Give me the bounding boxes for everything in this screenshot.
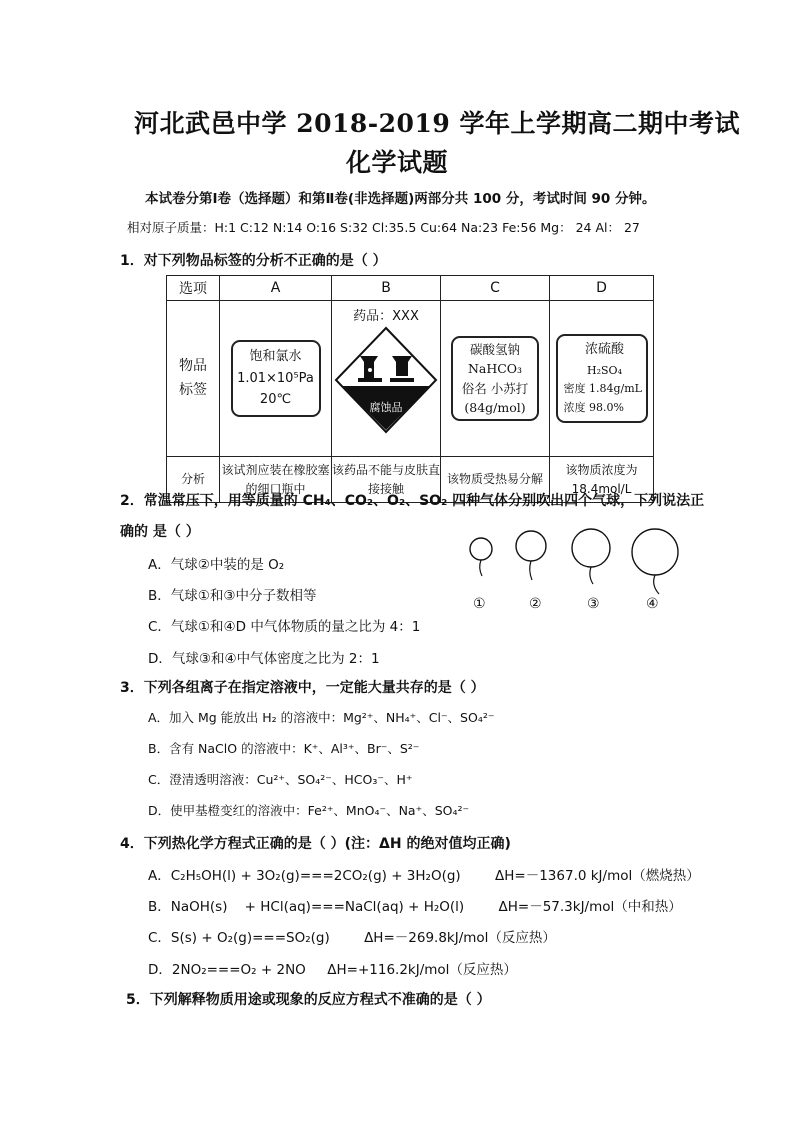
label-cell-d <box>550 301 654 457</box>
question-2-stem-2: 确的 是（ ） <box>120 524 200 540</box>
question-4-option-b: B．NaOH(s) + HCl(aq)===NaCl(aq) + H₂O(l) ΔH=－57.3kJ/mol（中和热） <box>148 899 682 915</box>
question-4-stem: 4．下列热化学方程式正确的是（ ）(注：ΔH 的绝对值均正确) <box>120 836 511 852</box>
balloon-label-2: ② <box>529 596 542 612</box>
row-label-analysis: 分析 <box>167 457 220 503</box>
label-d-line-2: H₂SO₄ <box>587 363 622 377</box>
exam-intro: 本试卷分第Ⅰ卷（选择题）和第Ⅱ卷(非选择题)两部分共 100 分，考试时间 90 分钟。 <box>145 191 656 207</box>
label-table <box>166 275 654 503</box>
table-header-c: C <box>441 276 550 301</box>
row-label-item: 物品 标签 <box>167 301 220 457</box>
balloon-4 <box>632 529 678 575</box>
question-3-stem: 3．下列各组离子在指定溶液中，一定能大量共存的是（ ） <box>120 680 485 696</box>
label-b-hazard-text: 腐蚀品 <box>369 401 403 414</box>
balloon-2 <box>516 531 546 561</box>
label-c-line-4: (84g/mol) <box>464 399 526 415</box>
balloon-label-3: ③ <box>587 596 600 612</box>
label-a-line-1: 饱和氯水 <box>249 349 302 365</box>
label-d-box <box>556 334 648 422</box>
question-2-option-b: B．气球①和③中分子数相等 <box>148 588 317 604</box>
table-header-option: 选项 <box>167 276 220 301</box>
balloon-3 <box>572 529 610 567</box>
label-cell-c <box>441 301 550 457</box>
corrosive-hazard-icon <box>334 326 438 434</box>
analysis-d: 该物质浓度为18.4mol/L <box>550 457 654 503</box>
label-c-line-1: 碳酸氢钠 <box>469 341 520 357</box>
label-a-line-3: 20℃ <box>259 392 292 408</box>
label-d-line-4: 浓度 98.0% <box>563 400 624 414</box>
question-2-option-a: A．气球②中装的是 O₂ <box>148 557 285 573</box>
label-cell-b <box>332 301 441 457</box>
label-a-box <box>231 340 321 416</box>
label-a-line-2: 1.01×10⁵Pa <box>237 370 314 386</box>
label-c-box <box>451 336 539 422</box>
question-2-option-d: D．气球③和④中气体密度之比为 2：1 <box>148 651 380 667</box>
label-c-line-2: NaHCO₃ <box>467 361 523 377</box>
question-2-option-c: C．气球①和④D 中气体物质的量之比为 4：1 <box>148 619 421 635</box>
label-b-drug-name: 药品：XXX <box>353 309 419 324</box>
question-5-stem: 5．下列解释物质用途或现象的反应方程式不准确的是（ ） <box>126 992 491 1008</box>
table-header-d: D <box>550 276 654 301</box>
question-1-stem: 1．对下列物品标签的分析不正确的是（ ） <box>120 253 387 269</box>
label-cell-a <box>220 301 332 457</box>
balloon-label-4: ④ <box>646 596 659 612</box>
question-4-option-a: A．C₂H₅OH(l) + 3O₂(g)===2CO₂(g) + 3H₂O(g) ΔH=－1367.0 kJ/mol（燃烧热） <box>148 868 700 884</box>
question-4-option-d: D．2NO₂===O₂ + 2NO ΔH=+116.2kJ/mol（反应热） <box>148 962 517 978</box>
label-d-line-3: 密度 1.84g/mL <box>563 382 642 396</box>
analysis-b: 该药品不能与皮肤直接接触 <box>332 457 441 503</box>
analysis-c: 该物质受热易分解 <box>441 457 550 503</box>
label-c-line-3: 俗名 小苏打 <box>461 380 529 396</box>
table-header-b: B <box>332 276 441 301</box>
question-2-stem: 2．常温常压下，用等质量的 CH₄、CO₂、O₂、SO₂ 四种气体分别吹出四个气球，下列说法正 <box>120 493 705 509</box>
label-d-line-1: 浓硫酸 <box>584 342 624 358</box>
table-header-a: A <box>220 276 332 301</box>
balloon-1 <box>470 538 492 560</box>
question-4-option-c: C．S(s) + O₂(g)===SO₂(g) ΔH=－269.8kJ/mol（反应热） <box>148 930 556 946</box>
balloon-label-1: ① <box>473 596 486 612</box>
atomic-masses: 相对原子质量：H:1 C:12 N:14 O:16 S:32 Cl:35.5 Cu:64 Na:23 Fe:56 Mg： 24 Al： 27 <box>127 220 640 235</box>
analysis-a: 该试剂应装在橡胶塞的细口瓶中 <box>220 457 332 503</box>
question-3-option-d: D．使甲基橙变红的溶液中：Fe²⁺、MnO₄⁻、Na⁺、SO₄²⁻ <box>148 803 470 818</box>
question-3-option-b: B．含有 NaClO 的溶液中：K⁺、Al³⁺、Br⁻、S²⁻ <box>148 741 420 756</box>
page-subtitle: 化学试题 <box>346 148 449 177</box>
question-3-option-a: A．加入 Mg 能放出 H₂ 的溶液中：Mg²⁺、NH₄⁺、Cl⁻、SO₄²⁻ <box>148 710 495 725</box>
question-3-option-c: C．澄清透明溶液：Cu²⁺、SO₄²⁻、HCO₃⁻、H⁺ <box>148 772 413 787</box>
page-title: 河北武邑中学 2018-2019 学年上学期高二期中考试 <box>134 109 740 138</box>
